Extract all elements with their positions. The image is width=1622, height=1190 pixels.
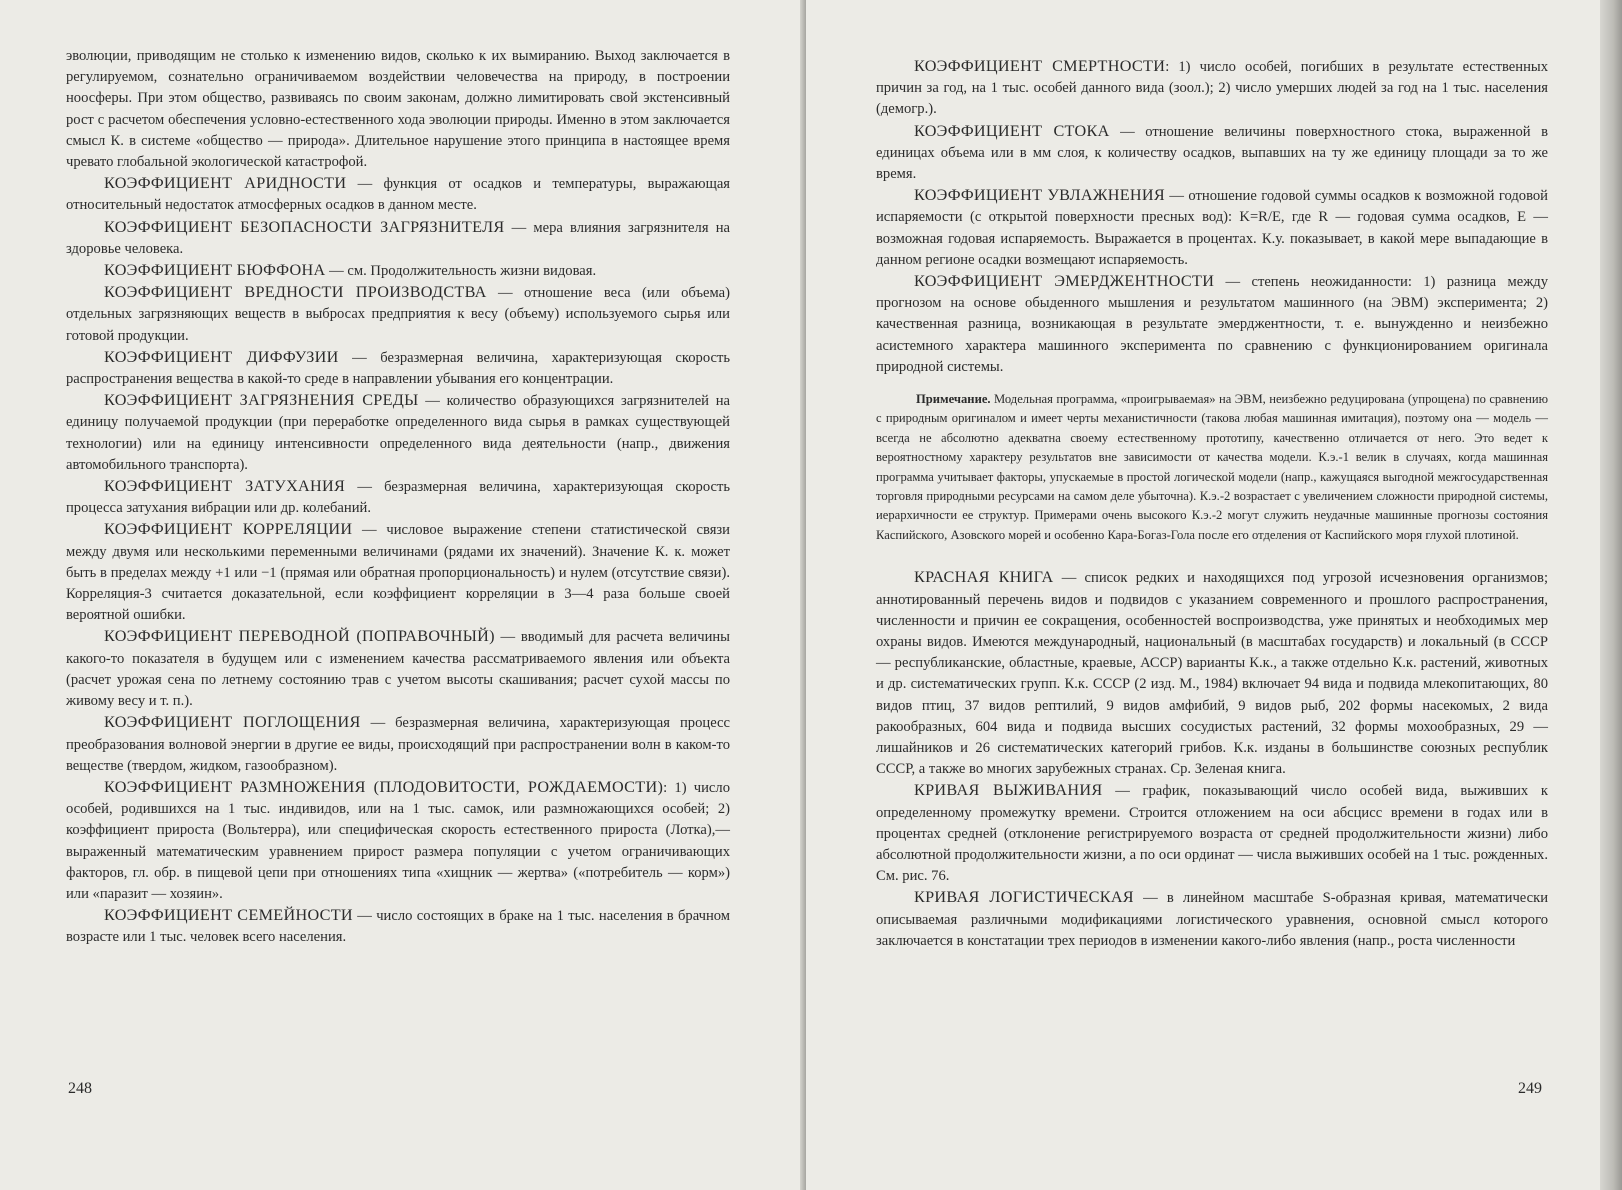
entry-head: КОЭФФИЦИЕНТ КОРРЕЛЯЦИИ	[104, 520, 353, 539]
entry-krasnaya-kniga	[876, 567, 1548, 780]
page-number: 248	[68, 1080, 92, 1097]
entry-text: — безразмерная величина, характеризующая скорость процесса затухания вибрации или др. колебаний.	[66, 479, 731, 517]
entry-koef-diffuzii	[66, 347, 730, 390]
page-edge	[1600, 0, 1622, 1190]
entry-koef-pogloscheniya	[66, 712, 730, 777]
entry-text: — см. Продолжительность жизни видовая.	[325, 263, 597, 280]
entry-koef-semeynosti	[66, 905, 730, 948]
entry-text: — в линейном масштабе S-образная кривая, математически описываемая различными модификациями логистического уравнения, основной смысл которого заключается в констатации трех периодов в изменении какого-либо явления (напр., роста численности	[876, 890, 1549, 949]
entry-text: — список редких и находящихся под угрозой исчезновения организмов; аннотированный перечень видов и подвидов с указанием современного и прошлого распространения, численности и причин ее сокращения, особенностей воспроизводства, уже принятых и необходимых мер охраны видов. Имеются международный, национальный (в масштабах государств) и локальный (в СССР — республиканские, областные, краевые, АССР) варианты К.к., а также отдельно К.к. растений, животных и др. систематических групп. К.к. СССР (2 изд. М., 1984) включает 94 вида и подвида млекопитающих, 80 видов птиц, 37 видов рептилий, 9 видов амфибий, 9 видов рыб, 202 формы насекомых, 2 вида ракообразных, 604 вида и подвида высших сосудистых растений, 32 формы мохообразных, 29 — лишайников и 26 систематических категорий грибов. К.к. изданы в большинстве союзных республик СССР, а также во многих зарубежных странах. Ср. Зеленая книга.	[876, 570, 1548, 778]
note-title: Примечание.	[916, 392, 991, 407]
entry-head: КОЭФФИЦИЕНТ АРИДНОСТИ	[104, 174, 347, 193]
note-text: Модельная программа, «проигрываемая» на ЭВМ, неизбежно редуцирована (упрощена) по сравнению с природным оригиналом и имеет черты механистичности (такова любая машинная имитация), поэтому она — модель — всегда не абсолютно адекватна своему естественному прототипу, качественно отличается от него. Это ведет к вероятностному характеру результатов вне зависимости от качества модели. К.э.-1 велик в случаях, когда машинная программа учитывает факторы, упускаемые в простой логической модели (напр., кажущаяся выгодной межгосударственная торговля природными ресурсами на самом деле убыточна). К.э.-2 возрастает с увеличением сложности природной системы, иерархичности ее структур. Примерами очень высокого К.э.-2 могут служить неудачные машинные прогнозы состояния Каспийского, Азовского морей и особенно Кара-Богаз-Гола после его отделения от Каспийского моря глухой плотиной.	[876, 392, 1548, 542]
entry-head: КОЭФФИЦИЕНТ ЭМЕРДЖЕНТНОСТИ	[914, 272, 1215, 291]
note-block	[876, 390, 1548, 545]
entry-text: — отношение годовой суммы осадков к возможной годовой испаряемости (с открытой поверхности пресных вод): K=R/E, где R — годовая сумма осадков, E — возможная годовая испаряемость. Выражается в процентах. К.у. показывает, в какой мере выпадающие в данном регионе осадки возмещают испаряемость.	[876, 188, 1548, 268]
entry-text: : 1) число особей, родившихся на 1 тыс. индивидов, или на 1 тыс. самок, или размножающихся особей; 2) коэффициент прироста (Вольтерра), или специфическая скорость естественного прироста (Лотка),— выраженный математическим уравнением прирост размера популяции с учетом ограничивающих факторов, гл. обр. в пищевой цепи при отношениях типа «хищник — жертва» («потребитель — корм») или «паразит — хозяин».	[66, 779, 730, 902]
entry-head: КРИВАЯ ЛОГИСТИЧЕСКАЯ	[914, 888, 1134, 907]
page-number: 249	[1518, 1080, 1542, 1097]
entry-koef-bezopasnosti	[66, 217, 730, 260]
entry-head: КРИВАЯ ВЫЖИВАНИЯ	[914, 781, 1103, 800]
entry-text: — число состоящих в браке на 1 тыс. населения в брачном возрасте или 1 тыс. человек всего населения.	[66, 908, 731, 946]
entry-koef-perevodnoy	[66, 626, 730, 712]
entry-head: КОЭФФИЦИЕНТ ПОГЛОЩЕНИЯ	[104, 713, 361, 732]
entry-krivaya-vyzhivaniya	[876, 780, 1548, 887]
entry-koef-zatuhaniya	[66, 476, 730, 519]
entry-head: КРАСНАЯ КНИГА	[914, 568, 1054, 587]
entry-text: — безразмерная величина, характеризующая скорость распространения вещества в какой-то среде в направлении убывания его концентрации.	[66, 349, 730, 388]
entry-head: КОЭФФИЦИЕНТ ПЕРЕВОДНОЙ (ПОПРАВОЧНЫЙ)	[104, 627, 495, 646]
entry-text: : 1) число особей, погибших в результате естественных причин за год, на 1 тыс. особей данного вида (зоол.); 2) число умерших людей за год на 1 тыс. населения (демогр.).	[876, 59, 1548, 118]
entry-koef-emerdzhentnosti	[876, 271, 1548, 378]
entry-text: — отношение величины поверхностного стока, выраженной в единицах объема или в мм слоя, к количеству осадков, выпавших на ту же единицу площади за то же время.	[876, 123, 1549, 183]
entry-text: — степень неожиданности: 1) разница между прогнозом на основе обыденного мышления и результатом машинного (на ЭВМ) эксперимента; 2) качественная разница, возникающая в результате эмерджентности, т. е. вынужденно и неизбежно асистемного характера машинного эксперимента по сравнению с функционированием оригинала природной системы.	[876, 274, 1548, 375]
entry-head: КОЭФФИЦИЕНТ СЕМЕЙНОСТИ	[104, 906, 353, 925]
entry-head: КОЭФФИЦИЕНТ СМЕРТНОСТИ	[914, 57, 1166, 75]
entry-krivaya-logisticheskaya	[876, 887, 1548, 952]
entry-text: — функция от осадков и температуры, выражающая относительный недостаток атмосферных осадков в данном месте.	[66, 176, 731, 214]
entry-koef-smertnosti	[876, 56, 1548, 121]
entry-koef-korrelyacii	[66, 519, 730, 626]
right-page	[806, 0, 1622, 1190]
entry-koef-byuffona	[66, 260, 730, 282]
entry-koef-vrednosti	[66, 282, 730, 347]
entry-head: КОЭФФИЦИЕНТ БЕЗОПАСНОСТИ ЗАГРЯЗНИТЕЛЯ	[104, 217, 505, 236]
entry-koef-razmnozheniya	[66, 777, 730, 905]
entry-head: КОЭФФИЦИЕНТ СТОКА	[914, 121, 1110, 140]
entry-text: — числовое выражение степени статистической связи между двумя или несколькими переменными величинами (рядами их значений). Значение К. к. может быть в пределах между +1 или −1 (прямая или обратная пропорциональность) и нулем (отсутствие связи). Корреляция-3 считается доказательной, если коэффициент корреляции в 3—4 раза больше своей вероятной ошибки.	[66, 522, 730, 624]
entry-text: — количество образующихся загрязнителей на единицу получаемой продукции (при переработке определенного вида сырья в рамках существующей технологии) или на единицу интенсивности определенного вида деятельности (напр., движения автомобильного транспорта).	[66, 393, 731, 473]
entry-head: КОЭФФИЦИЕНТ УВЛАЖНЕНИЯ	[914, 186, 1165, 205]
entry-koef-zagryazneniya	[66, 390, 730, 476]
entry-text: — вводимый для расчета величины какого-то показателя в будущем или с изменением качества рассматриваемого явления или объекта (расчет урожая сена по летнему состоянию трав с учетом высоты скашивания; расчет сухой массы по живому весу и т. п.).	[66, 629, 730, 710]
entry-koef-uvlazhneniya	[876, 185, 1548, 271]
entry-text: — мера влияния загрязнителя на здоровье человека.	[66, 219, 730, 257]
left-page	[0, 0, 806, 1190]
entry-text: — безразмерная величина, характеризующая процесс преобразования волновой энергии в другие ее виды, происходящий при распространении волн в каком-то веществе (твердом, жидком, газообразном).	[66, 715, 730, 774]
entry-head: КОЭФФИЦИЕНТ ВРЕДНОСТИ ПРОИЗВОДСТВА	[104, 283, 487, 302]
entry-text: — график, показывающий число особей вида, выживших к определенному промежутку времени. Строится отложением на оси абсцисс времени в годах или в процентах средней (отклонение регистрируемого возраста от средней продолжительности жизни) либо абсолютной продолжительности жизни, а по оси ординат — числа выживших особей на 1 тыс. рожденных. См. рис. 76.	[876, 783, 1548, 885]
entry-head: КОЭФФИЦИЕНТ РАЗМНОЖЕНИЯ (ПЛОДОВИТОСТИ, РОЖДАЕМОСТИ)	[104, 777, 664, 796]
entry-head: КОЭФФИЦИЕНТ ЗАГРЯЗНЕНИЯ СРЕДЫ	[104, 391, 419, 410]
entry-continuation: эволюции, приводящим не столько к изменению видов, сколько к их вымиранию. Выход заключается в регулируемом, сознательно ограничиваемом воздействии человечества на природу, в построении ноосферы. При этом общество, развиваясь по своим законам, должно лимитировать свой экстенсивный рост с расчетом обеспечения условно-естественного хода эволюции природы. Именно в этом заключается смысл К. в системе «общество — природа». Длительное нарушение этого принципа в настоящее время чревато глобальной экологической катастрофой.	[66, 48, 730, 171]
entry-head: КОЭФФИЦИЕНТ БЮФФОНА	[104, 261, 326, 280]
entry-koef-stoka	[876, 121, 1548, 186]
entry-koef-aridnosti	[66, 173, 730, 216]
entry-head: КОЭФФИЦИЕНТ ЗАТУХАНИЯ	[104, 477, 346, 496]
entry-text: — отношение веса (или объема) отдельных загрязняющих веществ в выбросах предприятия к весу (объему) используемого сырья или готовой продукции.	[66, 285, 730, 344]
entry-head: КОЭФФИЦИЕНТ ДИФФУЗИИ	[104, 347, 339, 366]
